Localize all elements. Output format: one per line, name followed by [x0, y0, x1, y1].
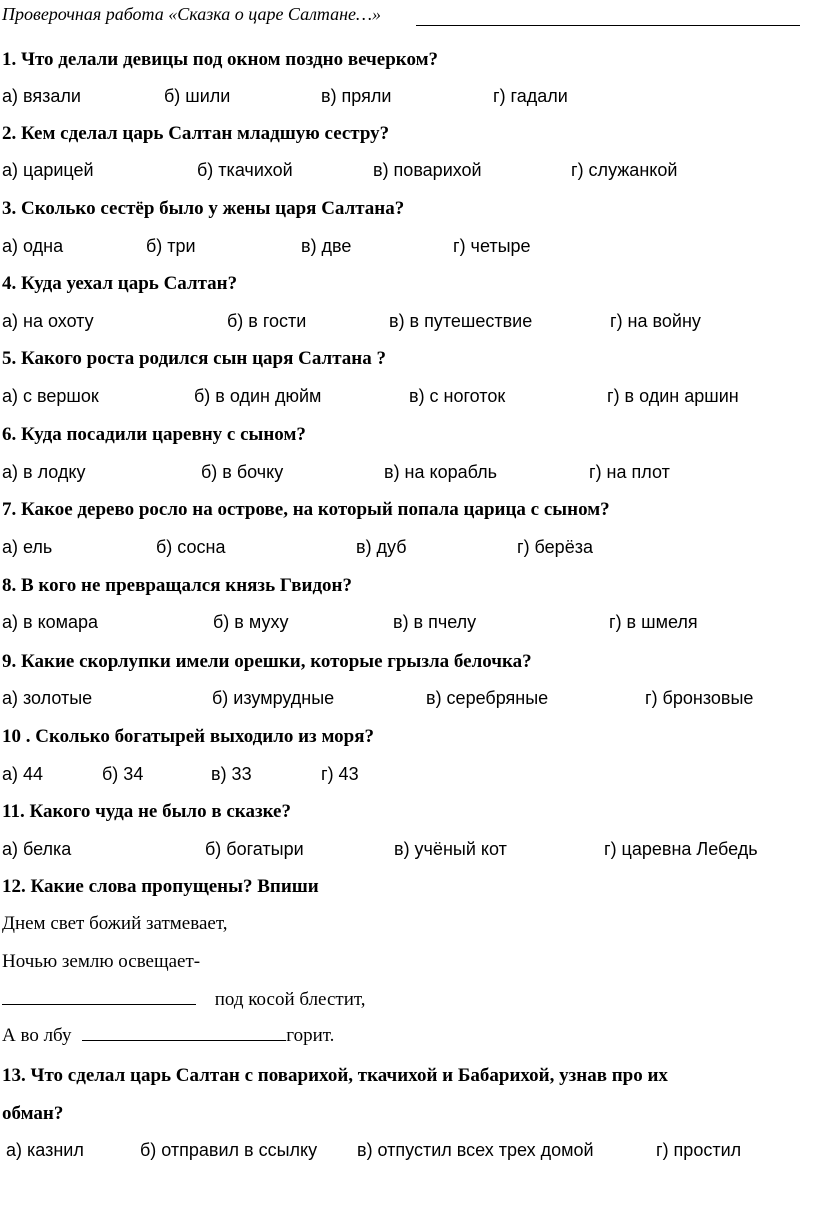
answer-options-9	[0, 686, 816, 712]
poem-line-2: Ночью землю освещает-	[2, 951, 201, 972]
option-d: г) в шмеля	[609, 612, 698, 632]
option-c: в) дуб	[356, 537, 407, 557]
name-blank-line	[416, 25, 800, 26]
question-3: 3. Сколько сестёр было у жены царя Салтана?	[2, 198, 405, 219]
answer-options-7	[0, 535, 816, 561]
option-d: г) царевна Лебедь	[604, 839, 758, 859]
question-1: 1. Что делали девицы под окном поздно вечерком?	[2, 49, 439, 70]
option-a: а) ель	[2, 537, 53, 557]
option-a: а) казнил	[6, 1140, 84, 1160]
poem-line-1: Днем свет божий затмевает,	[2, 913, 228, 934]
option-b: б) в один дюйм	[194, 386, 322, 406]
option-b: б) 34	[102, 764, 144, 784]
option-d: г) четыре	[453, 236, 531, 256]
option-b: б) сосна	[156, 537, 226, 557]
question-8: 8. В кого не превращался князь Гвидон?	[2, 575, 352, 596]
question-11: 11. Какого чуда не было в сказке?	[2, 801, 291, 822]
option-d: г) на войну	[610, 311, 701, 331]
answer-options-2	[0, 158, 816, 184]
question-4: 4. Куда уехал царь Салтан?	[2, 273, 238, 294]
answer-options-13	[0, 1138, 816, 1164]
option-d: г) служанкой	[571, 160, 678, 180]
question-7: 7. Какое дерево росло на острове, на который попала царица с сыном?	[2, 499, 610, 520]
answer-options-1	[0, 84, 816, 110]
option-c: в) в пчелу	[393, 612, 477, 632]
question-6: 6. Куда посадили царевну с сыном?	[2, 424, 306, 445]
worksheet-title: Проверочная работа «Сказка о царе Салтане…»	[2, 4, 382, 24]
option-a: а) с вершок	[2, 386, 99, 406]
answer-options-6	[0, 460, 816, 486]
poem-line-4-start: А во лбу	[2, 1025, 72, 1046]
option-c: в) отпустил всех трех домой	[357, 1140, 594, 1160]
option-d: г) простил	[656, 1140, 742, 1160]
option-c: в) учёный кот	[394, 839, 507, 859]
option-a: а) золотые	[2, 688, 93, 708]
option-a: а) на охоту	[2, 311, 94, 331]
option-b: б) в бочку	[201, 462, 284, 482]
answer-options-8	[0, 610, 816, 636]
question-5: 5. Какого роста родился сын царя Салтана ?	[2, 348, 386, 369]
poem-line-3-text: под косой блестит,	[214, 989, 366, 1010]
question-12: 12. Какие слова пропущены? Впиши	[2, 876, 319, 897]
option-a: а) в комара	[2, 612, 99, 632]
question-2: 2. Кем сделал царь Салтан младшую сестру?	[2, 123, 390, 144]
answer-options-4	[0, 309, 816, 335]
option-c: в) поварихой	[373, 160, 482, 180]
option-d: г) на плот	[589, 462, 670, 482]
option-b: б) в муху	[213, 612, 289, 632]
option-b: б) богатыри	[205, 839, 304, 859]
question-13-line-1: 13. Что сделал царь Салтан с поварихой, ткачихой и Бабарихой, узнав про их	[2, 1065, 668, 1086]
option-a: а) вязали	[2, 86, 81, 106]
answer-blank-1[interactable]	[2, 988, 196, 1005]
worksheet-header	[2, 4, 802, 28]
option-b: б) отправил в ссылку	[140, 1140, 318, 1160]
option-b: б) в гости	[227, 311, 307, 331]
answer-options-10	[0, 762, 816, 788]
option-b: б) три	[146, 236, 196, 256]
option-d: г) 43	[321, 764, 359, 784]
option-d: г) бронзовые	[645, 688, 754, 708]
answer-options-5	[0, 384, 816, 410]
poem-line-3	[2, 988, 366, 1012]
option-c: в) на корабль	[384, 462, 498, 482]
option-a: а) белка	[2, 839, 72, 859]
answer-options-3	[0, 234, 816, 260]
option-d: г) берёза	[517, 537, 593, 557]
option-b: б) изумрудные	[212, 688, 335, 708]
option-c: в) две	[301, 236, 352, 256]
option-c: в) пряли	[321, 86, 392, 106]
poem-line-4	[2, 1024, 334, 1048]
option-c: в) в путешествие	[389, 311, 533, 331]
option-a: а) в лодку	[2, 462, 86, 482]
option-a: а) царицей	[2, 160, 94, 180]
option-c: в) с ноготок	[409, 386, 506, 406]
option-c: в) серебряные	[426, 688, 549, 708]
option-d: г) гадали	[493, 86, 568, 106]
question-13-line-2: обман?	[2, 1103, 64, 1124]
option-d: г) в один аршин	[607, 386, 739, 406]
poem-line-4-end: горит.	[286, 1025, 335, 1046]
answer-blank-2[interactable]	[82, 1024, 286, 1041]
option-b: б) шили	[164, 86, 231, 106]
question-10: 10 . Сколько богатырей выходило из моря?	[2, 726, 374, 747]
option-c: в) 33	[211, 764, 252, 784]
option-a: а) 44	[2, 764, 44, 784]
option-b: б) ткачихой	[197, 160, 293, 180]
answer-options-11	[0, 837, 816, 863]
question-9: 9. Какие скорлупки имели орешки, которые грызла белочка?	[2, 651, 532, 672]
option-a: а) одна	[2, 236, 64, 256]
